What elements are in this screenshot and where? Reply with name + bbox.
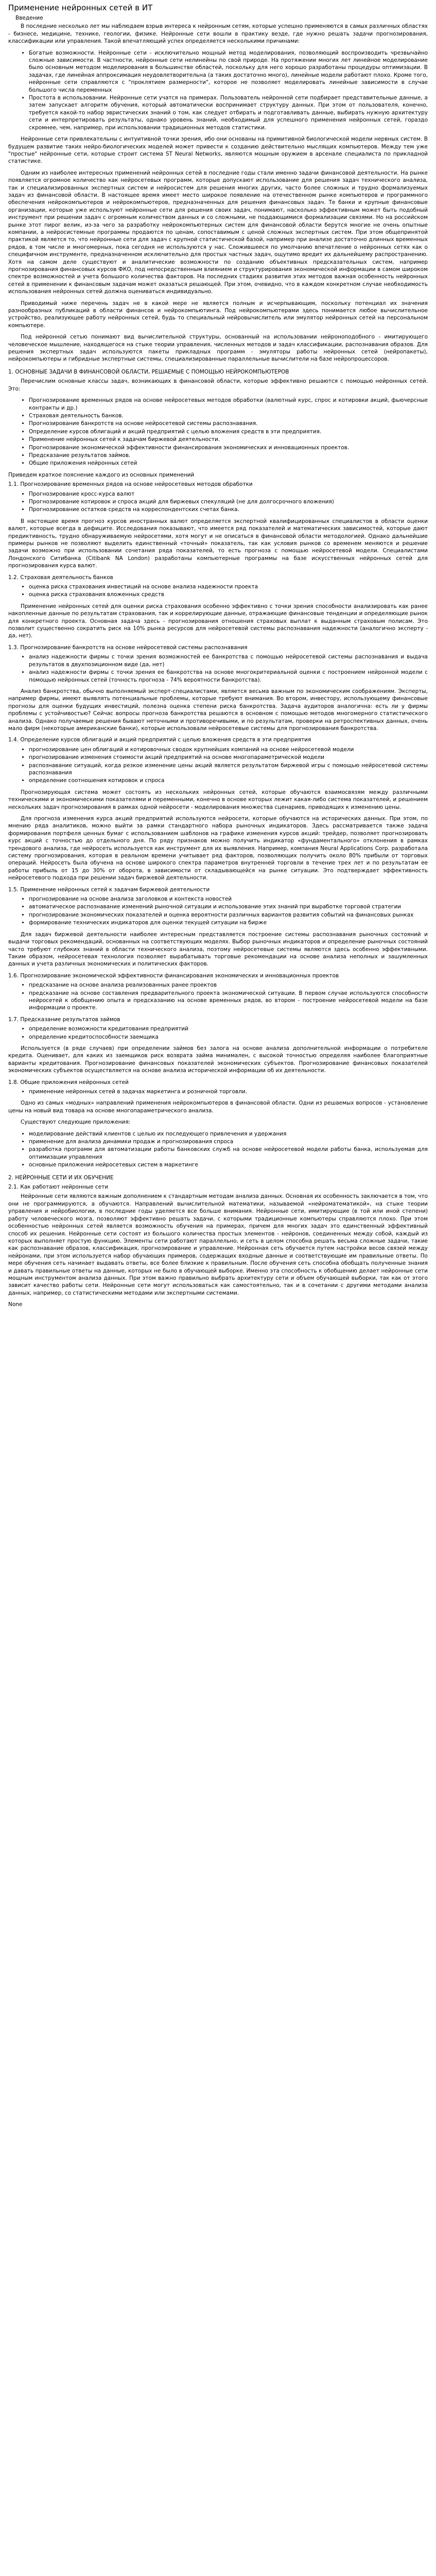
list <box>8 895 428 927</box>
list-item: • распознавание ситуаций, когда резкое изменение цены акций является результатом биржевой игры с помощью нейросетевой системы распознавания <box>29 762 428 777</box>
paragraph: Анализ банкротства, обычно выполняемый эксперт-специалистами, является весьма важным по экономическим соображениям. Эксперты, например фирмы, имеют выявлять потенциальные проблемы, которые требуют внимания. Во втором, инвестору, использующему финансовые прогнозы для оценки будущих инвестиций, полезна оценка степени риска банкротства. Задача аудиторов аналогична: есть ли у фирмы проблемы с устойчивостью? Сейчас вопросы прогноза банкротства решаются в основном с помощью методов многомерного статистического анализа. Однако получаемые решения бывают неточными и противоречивыми, и по результатам, проверки на ретроспективных данных, очень мало фирм (некоторые американские банки), которые использовали нейросетевые системы для прогнозирования банкротства. <box>8 688 428 732</box>
list-item: • Прогнозирование остатков средств на корреспондентских счетах банка. <box>29 506 428 513</box>
list <box>8 583 428 599</box>
list <box>8 1025 428 1041</box>
list-item: • определение возможности кредитования предприятий <box>29 1025 428 1032</box>
paragraph: Одним из наиболее интересных применений нейронных сетей в последние годы стали именно задачи финансовой деятельности. На рынке появляется огромное количество как нейросетевых программ, которые допускают использование для решения задач технического анализа, так и специализированных экспертных систем и нейросистем для решения многих других, часто более сложных и трудно формализуемых задач из финансовой области. В настоящее время имеет место широкое появление на отечественном рынке компьютеров и программного обеспечения нейрокомпьютеров и нейрокомпьютеров, предназначенных для решения финансовых задач. Те банки и крупные финансовые организации, которые уже используют нейронные сети для решения своих задач, понимают, насколько эффективным может быть подобный инструмент при решении задач с огромным количеством данных и со сложными, не поддающимися формализации связями. Но на российском рынке этот пирог велик, из-за чего за разработку нейрокомпьютерных систем для финансовой области берутся многие не очень опытные компании, а нейросистемные программы продаются по ценам, сопоставимым с ценой сложных экспертных систем. При этом общепринятой практикой является то, что нейронные сети для задач с крупной статистической базой, например при анализе достаточно длинных временных рядов, в том числе и многомерных, пока сегодня не используются у нас. Сложившееся по умолчанию впечатление о нейронных сетях как о специфичном инструменте, предназначенном исключительно для простых частных задач, ощутимо вредит их дальнейшему распространению. Хотя на самом деле существуют и аналитические возможности по созданию объективных предсказательных систем, например прогнозирования финансовых курсов ФКО, под непосредственным влиянием и структурирования экономической информации в самом широком спектре возможностей и учета большого количества факторов. На последних стадиях развития этих методов важная особенность нейронных сетей в применении к финансовым задачам может оказаться решающей. При этом, очевидно, что в каждом конкретном случае необходимость использования нейронных сетей должна оцениваться индивидуально. <box>8 170 428 295</box>
subsection-heading: 1.6. Прогнозирование экономической эффективности финансирования экономических и инновационных проектов <box>8 972 339 979</box>
list-item: • анализ надежности фирмы с точки зрения ее банкротства на основе многокритериальной оценки с построением нейронной модели с помощью нейронных сетей (точность прогноза - 74% вероятности банкротства). <box>29 669 428 684</box>
paragraph: В настоящее время прогноз курсов иностранных валют определяется экспертной квалифицированных специалистов в области оценки валют, которые всегда в дефиците. Исследования показывают, что имеется ряд показателей и математических зависимостей, которые дают предиктивность, трудно обнаруживаемую нейросетями, хотя могут и не описаться в финансовой области методологией. Однако дальнейшие примеры рынков не позволяют выделить единственный «точный» показатель, так как условия рынков со временем меняются и решение задачи возможно при использовании сочетания ряда показателей, то есть прогноза с помощью нейросетевой модели. Специалистами Лондонского Ситибанка (Citibank NA London) разработаны компьютерные программы на базе искусственных нейронных сетей для прогнозирования курса валют. <box>8 518 428 569</box>
paragraph: Нейронные сети являются важным дополнением к стандартным методам анализа данных. Основная их особенность заключается в том, что они не программируются, а обучаются. Направлений вычислительной математики, называемой «нейроматематикой», на стыке теории управления и нейробиологии, в последние годы уделяется все больше внимания. Нейронные сети, имитирующие (в той или иной степени) работу человеческого мозга, позволяют эффективно решать задачи, с которыми традиционные компьютеры справляются плохо. При этом особенностью нейронных сетей является возможность обучения на примерах, причем для многих задач это единственный эффективный способ их решения. Нейронные сети состоят из большого количества простых элементов - нейронов, соединенных между собой, каждый из которых выполняет простую функцию. Элементы сети работают параллельно, и сеть в целом способна решать весьма сложные задачи, такие как распознавание образов, классификация, прогнозирование и управление. Нейронная сеть обучается путем настройки весов связей между нейронами, при этом используется набор обучающих примеров, содержащих входные данные и соответствующие им правильные ответы. По мере обучения сеть начинает выдавать ответы, все более близкие к правильным. После обучения сеть способна обобщать полученные знания и давать правильные ответы на данные, которых не было в обучающей выборке. Именно эта способность к обобщению делает нейронные сети мощным инструментом анализа данных. При этом важно правильно выбрать архитектуру сети и объем обучающей выборки, так как от этого зависит качество работы сети. Нейронные сети могут использоваться как самостоятельно, так и в сочетании с другими методами анализа данных, например, со статистическими методами или экспертными системами. <box>8 1193 428 1296</box>
paragraph: Приведем краткое пояснение каждого из основных применений <box>8 471 195 478</box>
intro-heading: Введение <box>15 15 43 21</box>
list-item: • Прогнозирование экономической эффективности финансирования экономических и инновационных проектов. <box>29 444 428 451</box>
list <box>8 490 428 514</box>
subsection-heading: 1.7. Предсказание результатов займов <box>8 1016 120 1023</box>
list-item: • прогнозирование экономических показателей и оценка вероятности различных вариантов развития событий на финансовых рынках <box>29 911 428 919</box>
subsection-heading: 1.2. Страховая деятельность банков <box>8 574 113 581</box>
list-item: • основные приложения нейросетевых систем в маркетинге <box>29 1161 428 1168</box>
paragraph: Прогнозирующая система может состоять из нескольких нейронных сетей, которые обучаются взаимосвязям между различными техническими и экономическими показателями и переменными, конечно в основе которых лежит какая-либо система показателей, и решением нескольких задач прогнозирования в рамках одной нейросети - моделирования множества сценариев, приводящих к изменению цены. <box>8 789 428 810</box>
list-item: • анализ надежности фирмы с точки зрения возможностей ее банкротства с помощью нейросетевой системы распознавания и выдача результатов в двухпозиционном виде (да, нет) <box>29 653 428 668</box>
list-item: • Прогнозирование банкротств на основе нейросетевой системы распознавания. <box>29 420 428 427</box>
list-item: • применение нейронных сетей в задачах маркетинга и розничной торговли. <box>29 1088 428 1095</box>
paragraph: Используется (в ряде случаев) при определении займов без залога на основе анализа дополнительной информации о потребителе кредита. Оценивает, для каких из заемщиков риск возврата займа минимален, с высокой точностью определяя наиболее благоприятные варианты кредитования. Прогнозирование финансовых показателей экономических субъектов. Прогнозирование финансовых показателей экономических субъектов осуществляется на основе анализа исторической информации об их деятельности. <box>8 1045 428 1074</box>
list-item: • Применение нейронных сетей к задачам биржевой деятельности. <box>29 436 428 443</box>
paragraph: Перечислим основные классы задач, возникающих в финансовой области, которые эффективно решаются с помощью нейронных сетей. Это: <box>8 378 428 392</box>
paragraph: Приводимый ниже перечень задач не в какой мере не является полным и исчерпывающим, поскольку потенциал их значения разнообразных публикаций в области финансов и нейрокомпьютинга. Под нейрокомпьютерами здесь понимается любое вычислительное устройство, реализующее работу нейронных сетей, будь то специальный нейровычислитель или эмулятор нейронных сетей на персональном компьютере. <box>8 300 428 329</box>
list-item: • определение соотношения котировок и спроса <box>29 777 428 784</box>
list-item: • Прогнозирование котировок и спроса акций для биржевых спекуляций (не для долгосрочного вложения) <box>29 498 428 505</box>
list-item: • оценка риска страхования инвестиций на основе анализа надежности проекта <box>29 583 428 590</box>
page-title: Применение нейронных сетей в ИТ <box>8 3 153 12</box>
subsection-heading: 2.1. Как работают нейронные сети <box>8 1184 109 1191</box>
list-item: • Прогнозирование кросс-курса валют <box>29 490 428 498</box>
tasks-list <box>8 397 428 467</box>
list-item: • применение для анализа динамики продаж и прогнозирования спроса <box>29 1138 428 1145</box>
paragraph: Одно из самых «модных» направлений применения нейрокомпьютеров в финансовой области. Одни из решаемых вопросов - установление цены на новый вид товара на основе многопараметрического анализа. <box>8 1100 428 1114</box>
list-item: • Простота в использовании. Нейронные сети учатся на примерах. Пользователь нейронной сети подбирает представительные данные, а затем запускает алгоритм обучения, который автоматически воспринимает структуру данных. При этом от пользователя, конечно, требуется какой-то набор эвристических знаний о том, как следует отбирать и подготавливать данные, выбирать нужную архитектуру сети и интерпретировать результаты, однако уровень знаний, необходимый для успешного применения нейронных сетей, гораздо скромнее, чем, например, при использовании традиционных методов статистики. <box>29 94 428 131</box>
subsection-heading: 1.5. Применение нейронных сетей к задачам биржевой деятельности <box>8 886 210 893</box>
list-item: • Общие приложения нейронных сетей <box>29 460 428 467</box>
list-item: • формирование технических индикаторов для оценки текущей ситуации на бирже <box>29 919 428 926</box>
list-item: • автоматическое распознавание изменений рыночной ситуации и использование этих знаний при выработке торговой стратегии <box>29 903 428 910</box>
list-item: • прогнозирование изменения стоимости акций предприятий на основе многопараметрической модели <box>29 754 428 761</box>
list-item: • прогнозирование на основе анализа заголовков и контекста новостей <box>29 895 428 903</box>
list-item: • предсказание на основе составления предварительного проекта экономической ситуации. В первом случае используются способности нейросетей к обобщению опыта и предсказанию на основе временных рядов, во втором - построение нейросетевой модели на базе информации о проекте. <box>29 990 428 1012</box>
list-item: • разработка программ для автоматизации работы банковских служб на основе нейросетевой модели работы банка, используемая для оптимизации управления <box>29 1146 428 1161</box>
list <box>8 746 428 785</box>
list-item: • Предсказание результатов займов. <box>29 452 428 459</box>
list-item: • Страховая деятельность банков. <box>29 412 428 419</box>
list-item: • Богатые возможности. Нейронные сети - исключительно мощный метод моделирования, позволяющий воспроизводить чрезвычайно сложные зависимости. В частности, нейронные сети нелинейны по свой природе. На протяжении многих лет линейное моделирование было основным методом моделирования в большинстве областей, поскольку для него хорошо разработаны процедуры оптимизации. В задачах, где линейная аппроксимация неудовлетворительна (а таких достаточно много), линейные модели работают плохо. Кроме того, нейронные сети справляются с "проклятием размерности", которое не позволяет моделировать линейные зависимости в случае большого числа переменных <box>29 49 428 94</box>
subsection-heading: 1.8. Общие приложения нейронных сетей <box>8 1079 129 1086</box>
paragraph: Под нейронной сетью понимают вид вычислительной структуры, основанный на использовании нейроноподобного - имитирующего человеческое мышление, находящегося на стыке теории управления, численных методов и задач классификации, распознавания образов. Для решения экспертных задач используются пакеты прикладных программ - эмуляторы работы нейронных сетей (нейропакеты), нейрокомпьютеры и гибридные экспертные системы, специализированные параллельные вычислители на базе нейропроцессоров. <box>8 334 428 363</box>
subsection-heading: 1.4. Определение курсов облигаций и акций предприятий с целью вложения средств в эти предприятия <box>8 737 311 743</box>
list-item: • Определение курсов облигаций и акций предприятий с целью вложения средств в эти предприятия. <box>29 428 428 435</box>
list-item: • прогнозирование цен облигаций и котировочных сводок крупнейших компаний на основе нейросетевой модели <box>29 746 428 753</box>
list-item: • Прогнозирование временных рядов на основе нейросетевых методов обработки (валютный курс, спрос и котировки акций, фьючерсные контракты и др.) <box>29 397 428 412</box>
intro-paragraph: В последние несколько лет мы наблюдаем взрыв интереса к нейронным сетям, которые успешно применяются в самых различных областях - бизнесе, медицине, технике, геологии, физике. Нейронные сети вошли в практику везде, где нужно решать задачи прогнозирования, классификации или управления. Такой впечатляющий успех определяется несколькими причинами: <box>8 23 428 45</box>
footer-text: None <box>8 1301 23 1308</box>
paragraph: Для задач биржевой деятельности наиболее интересным представляется построение системы распознавания рыночных состояний и выдачи торговых рекомендаций, основанных на соответствующих моделях. Выбор рыночных индикаторов и определение рыночных состояний часто требуют глубоких знаний в области технического анализа, поэтому нейросетевые системы являются здесь особенно эффективными. Таким образом, нейросетевая технология позволяет вырабатывать торговые рекомендации на основе анализа неполных и зашумленных данных и учета различных экономических и политических факторов. <box>8 931 428 968</box>
reasons-list <box>8 49 428 131</box>
list <box>8 653 428 684</box>
section-heading: 2. НЕЙРОННЫЕ СЕТИ И ИХ ОБУЧЕНИЕ <box>8 1174 114 1181</box>
list-item: • моделирование действий клиентов с целью их последующего привлечения и удержания <box>29 1130 428 1138</box>
subsection-heading: 1.1. Прогнозирование временных рядов на основе нейросетевых методов обработки <box>8 481 253 488</box>
list <box>8 1088 428 1095</box>
list <box>8 981 428 1012</box>
paragraph: Существуют следующие приложения: <box>21 1119 131 1126</box>
paragraph: Для прогноза изменения курса акций предприятий используются нейросети, которые обучаются на исторических данных. При этом, по мнению ряда аналитиков, можно выйти за рамки стандартного набора рыночных индикаторов. Здесь рассматривается также задача формирования портфеля ценных бумаг с использованием шаблонов на графике изменения курсов акций: трейдер, позволяет прогнозировать курс акций с точностью до отдельного дня. По ряду признаков можно получить индикатор «фундаментального» отклонения в рамках трендового анализа, где нейросеть используется как инструмент для их выявления. Например, компания Neural Applications Corp. разработала систему прогнозирования, которая в реальном времени учитывает ряд факторов, позволяющих получить около 80% прибыли от торговых операций. Нейросеть была обучена на основе широкого спектра параметров внутренней торговли в течение трех лет и по результатам ее работы прибыль от 15 до 30% от оборота, в зависимости от складывающейся на рынке ситуации. Это подтверждает эффективность нейросетевого подхода при решении задач биржевой деятельности. <box>8 816 428 882</box>
section-heading: 1. ОСНОВНЫЕ ЗАДАЧИ В ФИНАНСОВОЙ ОБЛАСТИ, РЕШАЕМЫЕ С ПОМОЩЬЮ НЕЙРОКОМПЬЮТЕРОВ <box>8 368 289 375</box>
list-item: • определение кредитоспособности заемщика <box>29 1033 428 1041</box>
paragraph: Применение нейронных сетей для оценки риска страхования особенно эффективно с точки зрения способности анализировать как ранее накопленные данные по результатам страхования, так и коррелирующие данные, отражающие финансовые тенденции и определяющие рынок для конкретного проекта. Основная задача здесь - прогнозирования отношения страховых выплат к выданным страховым полисам. Это позволит существенно сократить риск на 10% рынка ресурсов для нейросетевой системы распознавания надежности (аналогично эксперту - да, нет). <box>8 603 428 639</box>
paragraph: Нейронные сети привлекательны с интуитивной точки зрения, ибо они основаны на примитивной биологической модели нервных систем. В будущем развитие таких нейро-биологических моделей может привести к созданию действительно мыслящих компьютеров. Между тем уже "простые" нейронные сети, которые строит система ST Neural Networks, являются мощным оружием в арсенале специалиста по прикладной статистике. <box>8 136 428 165</box>
list-item: • оценка риска страхования вложенных средств <box>29 591 428 598</box>
subsection-heading: 1.3. Прогнозирование банкротств на основе нейросетевой системы распознавания <box>8 644 248 651</box>
list-item: • предсказание на основе анализа реализованных ранее проектов <box>29 981 428 989</box>
list <box>8 1130 428 1169</box>
